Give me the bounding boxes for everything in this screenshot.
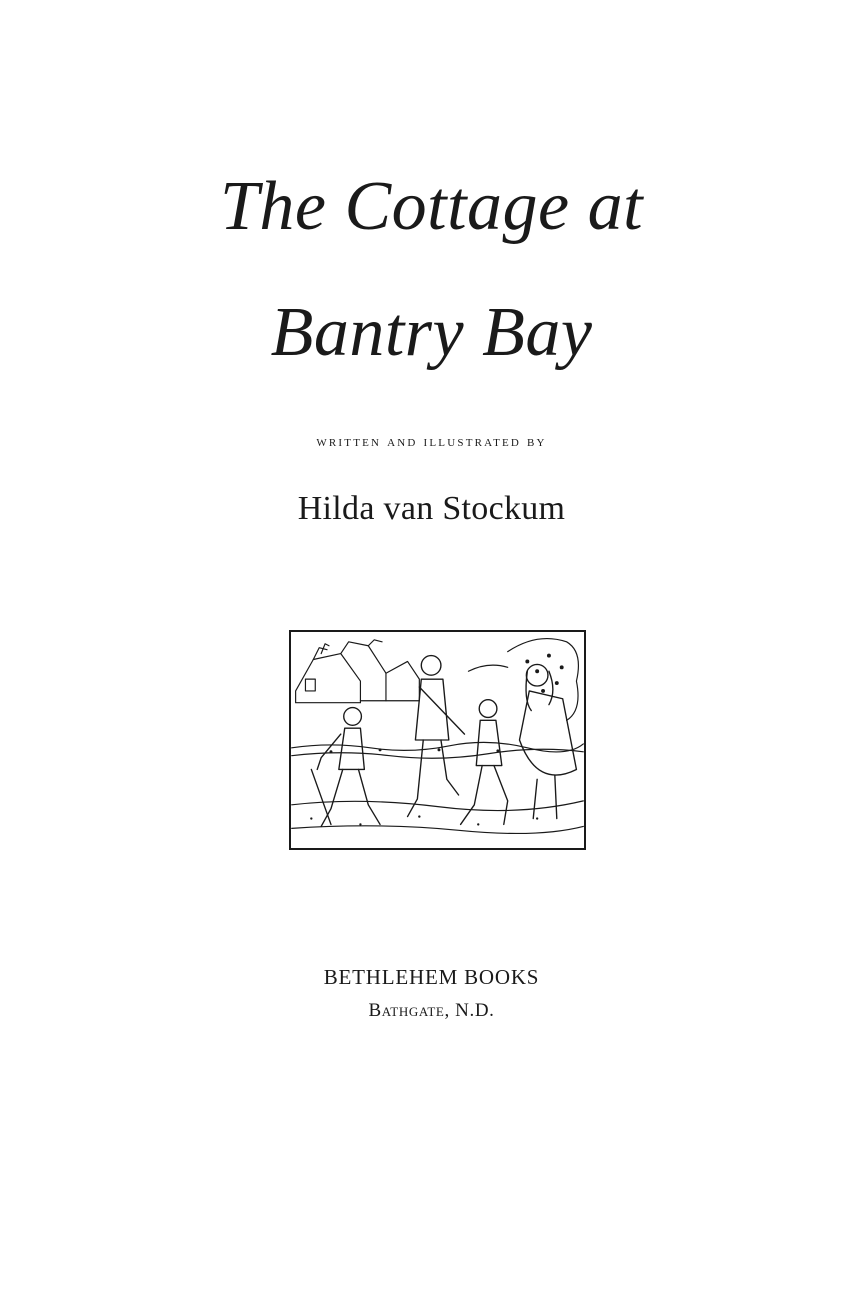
children-walking-illustration-icon bbox=[291, 632, 584, 848]
publisher-name: BETHLEHEM BOOKS bbox=[323, 965, 540, 989]
frontispiece-illustration bbox=[289, 630, 586, 850]
book-title-line-2: Bantry Bay bbox=[270, 294, 593, 371]
book-title-line-1: The Cottage at bbox=[219, 168, 644, 245]
byline: written and illustrated by bbox=[316, 434, 547, 450]
publisher-place: Bathgate, N.D. bbox=[368, 1000, 495, 1021]
author-name: Hilda van Stockum bbox=[297, 490, 566, 527]
